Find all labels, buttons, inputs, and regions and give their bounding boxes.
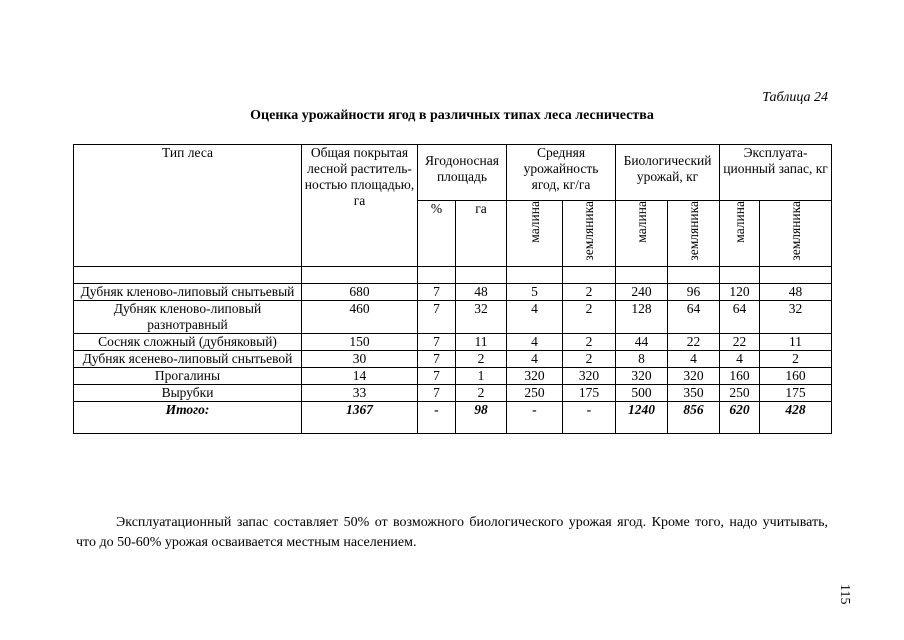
cell-avg-raspberry: 4 — [507, 351, 563, 368]
table-row — [74, 351, 832, 368]
header-berry-area-hectares: га — [456, 201, 507, 267]
cell-berry-hectares: 1 — [456, 368, 507, 385]
header-bio-raspberry: малина — [616, 201, 668, 267]
cell-forest-type: Дубняк ясенево-липовый снытьевой — [74, 351, 302, 368]
cell-avg-strawberry: 2 — [563, 351, 616, 368]
cell-total-area: 680 — [302, 284, 418, 301]
cell-exploit-strawberry: 48 — [760, 284, 832, 301]
cell-exploit-strawberry: 11 — [760, 334, 832, 351]
cell-avg-strawberry: 320 — [563, 368, 616, 385]
spacer-row — [74, 267, 832, 284]
cell-berry-hectares: 2 — [456, 351, 507, 368]
cell-total-area: 33 — [302, 385, 418, 402]
header-exploit-raspberry: малина — [720, 201, 760, 267]
cell-forest-type: Прогалины — [74, 368, 302, 385]
cell-bio-strawberry: 96 — [668, 284, 720, 301]
cell-avg-raspberry: 320 — [507, 368, 563, 385]
cell-avg-strawberry: 175 — [563, 385, 616, 402]
total-berry-percent: - — [418, 402, 456, 434]
cell-avg-strawberry: 2 — [563, 334, 616, 351]
cell-bio-strawberry: 350 — [668, 385, 720, 402]
cell-berry-hectares: 11 — [456, 334, 507, 351]
berry-yield-table — [73, 144, 832, 434]
cell-avg-raspberry: 4 — [507, 301, 563, 334]
cell-forest-type: Вырубки — [74, 385, 302, 402]
cell-exploit-strawberry: 2 — [760, 351, 832, 368]
total-area: 1367 — [302, 402, 418, 434]
cell-berry-percent: 7 — [418, 284, 456, 301]
total-bio-strawberry: 856 — [668, 402, 720, 434]
cell-berry-percent: 7 — [418, 351, 456, 368]
cell-forest-type: Дубняк кленово-липовый разнотравный — [74, 301, 302, 334]
cell-berry-percent: 7 — [418, 301, 456, 334]
total-berry-hectares: 98 — [456, 402, 507, 434]
cell-avg-strawberry: 2 — [563, 301, 616, 334]
cell-exploit-strawberry: 160 — [760, 368, 832, 385]
cell-berry-percent: 7 — [418, 368, 456, 385]
header-avg-raspberry: малина — [507, 201, 563, 267]
body-paragraph: Эксплуатационный запас составляет 50% от возможного биологического урожая ягод. Кроме того, надо учитывать, что до 50-60% урожая осваивается местным населением. — [76, 515, 828, 550]
cell-avg-raspberry: 5 — [507, 284, 563, 301]
header-average-yield: Средняя урожайность ягод, кг/га — [507, 145, 616, 201]
cell-forest-type: Сосняк сложный (дубняковый) — [74, 334, 302, 351]
cell-exploit-strawberry: 175 — [760, 385, 832, 402]
cell-exploit-raspberry: 22 — [720, 334, 760, 351]
total-label: Итого: — [74, 402, 302, 434]
total-exploit-strawberry: 428 — [760, 402, 832, 434]
cell-total-area: 14 — [302, 368, 418, 385]
header-exploitation-stock: Эксплуата-ционный запас, кг — [720, 145, 832, 201]
header-bio-strawberry: земляника — [668, 201, 720, 267]
header-total-area: Общая покрытая лесной раститель-ностью площадью, га — [302, 145, 418, 267]
table-row — [74, 385, 832, 402]
cell-exploit-raspberry: 4 — [720, 351, 760, 368]
total-row — [74, 402, 832, 434]
table-row — [74, 301, 832, 334]
cell-bio-strawberry: 4 — [668, 351, 720, 368]
header-exploit-strawberry: земляника — [760, 201, 832, 267]
total-exploit-raspberry: 620 — [720, 402, 760, 434]
cell-bio-raspberry: 128 — [616, 301, 668, 334]
cell-bio-raspberry: 44 — [616, 334, 668, 351]
header-avg-strawberry: земляника — [563, 201, 616, 267]
cell-bio-raspberry: 240 — [616, 284, 668, 301]
cell-exploit-strawberry: 32 — [760, 301, 832, 334]
cell-exploit-raspberry: 250 — [720, 385, 760, 402]
cell-berry-hectares: 2 — [456, 385, 507, 402]
header-berry-area: Ягодоносная площадь — [418, 145, 507, 201]
cell-exploit-raspberry: 120 — [720, 284, 760, 301]
total-avg-strawberry: - — [563, 402, 616, 434]
cell-avg-raspberry: 4 — [507, 334, 563, 351]
total-bio-raspberry: 1240 — [616, 402, 668, 434]
cell-bio-raspberry: 320 — [616, 368, 668, 385]
page-number: 115 — [837, 584, 852, 605]
cell-berry-percent: 7 — [418, 334, 456, 351]
cell-total-area: 150 — [302, 334, 418, 351]
cell-bio-raspberry: 500 — [616, 385, 668, 402]
header-forest-type: Тип леса — [74, 145, 302, 267]
cell-bio-strawberry: 64 — [668, 301, 720, 334]
cell-total-area: 30 — [302, 351, 418, 368]
header-biological-yield: Биологический урожай, кг — [616, 145, 720, 201]
cell-exploit-raspberry: 160 — [720, 368, 760, 385]
table-row — [74, 368, 832, 385]
cell-forest-type: Дубняк кленово-липовый снытьевый — [74, 284, 302, 301]
table-row — [74, 334, 832, 351]
table-number-label: Таблица 24 — [762, 90, 828, 105]
cell-bio-raspberry: 8 — [616, 351, 668, 368]
cell-avg-raspberry: 250 — [507, 385, 563, 402]
table-title: Оценка урожайности ягод в различных типах леса лесничества — [250, 108, 654, 123]
total-avg-raspberry: - — [507, 402, 563, 434]
table-row — [74, 284, 832, 301]
cell-berry-percent: 7 — [418, 385, 456, 402]
cell-total-area: 460 — [302, 301, 418, 334]
cell-berry-hectares: 32 — [456, 301, 507, 334]
cell-berry-hectares: 48 — [456, 284, 507, 301]
cell-bio-strawberry: 320 — [668, 368, 720, 385]
cell-avg-strawberry: 2 — [563, 284, 616, 301]
cell-bio-strawberry: 22 — [668, 334, 720, 351]
cell-exploit-raspberry: 64 — [720, 301, 760, 334]
header-berry-area-percent: % — [418, 201, 456, 267]
